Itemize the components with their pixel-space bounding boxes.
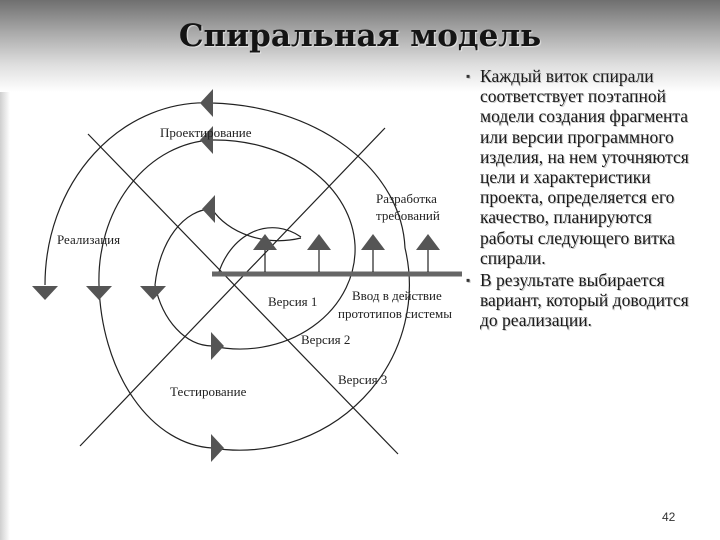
spiral-arc-1 (155, 209, 301, 346)
bullet-list (466, 66, 706, 333)
bullet-item (466, 66, 706, 268)
down-arrow-icon (86, 286, 112, 300)
down-arrow-icon (32, 286, 58, 300)
label-requirements-line2: требований (376, 208, 440, 223)
left-arrow-icon (202, 195, 215, 223)
bullet-text: Каждый виток спирали соответствует поэтапной модели создания фрагмента или версии программного изделия, на нем уточняются цели и характеристики проекта, определяется его качество, планируются работы следующего витка спирали. (480, 66, 689, 268)
label-testing: Тестирование (170, 384, 247, 399)
label-requirements-line1: Разработка (376, 191, 437, 206)
right-arrow-icon (211, 332, 224, 360)
label-design: Проектирование (160, 125, 252, 140)
left-arrow-icon (200, 89, 213, 117)
bullet-marker: ▪ (466, 69, 471, 83)
label-implementation: Реализация (57, 232, 121, 247)
label-deployment-line2: прототипов системы (338, 306, 453, 321)
bullet-text: В результате выбирается вариант, который доводится до реализации. (480, 270, 689, 331)
up-arrow-icon (253, 234, 277, 250)
up-arrow-icon (307, 234, 331, 250)
right-arrow-icon (211, 434, 224, 462)
spiral-arc-inner (218, 228, 301, 275)
label-version-1: Версия 1 (268, 294, 318, 309)
down-arrow-icon (140, 286, 166, 300)
label-version-2: Версия 2 (301, 332, 351, 347)
bullet-item (466, 270, 706, 331)
up-arrow-icon (361, 234, 385, 250)
slide-title: Спиральная модель (178, 18, 542, 54)
label-deployment-line1: Ввод в действие (352, 288, 442, 303)
page-number: 42 (662, 510, 676, 524)
label-version-3: Версия 3 (338, 372, 388, 387)
bullet-marker: ▪ (466, 273, 471, 288)
up-arrow-icon (416, 234, 440, 250)
